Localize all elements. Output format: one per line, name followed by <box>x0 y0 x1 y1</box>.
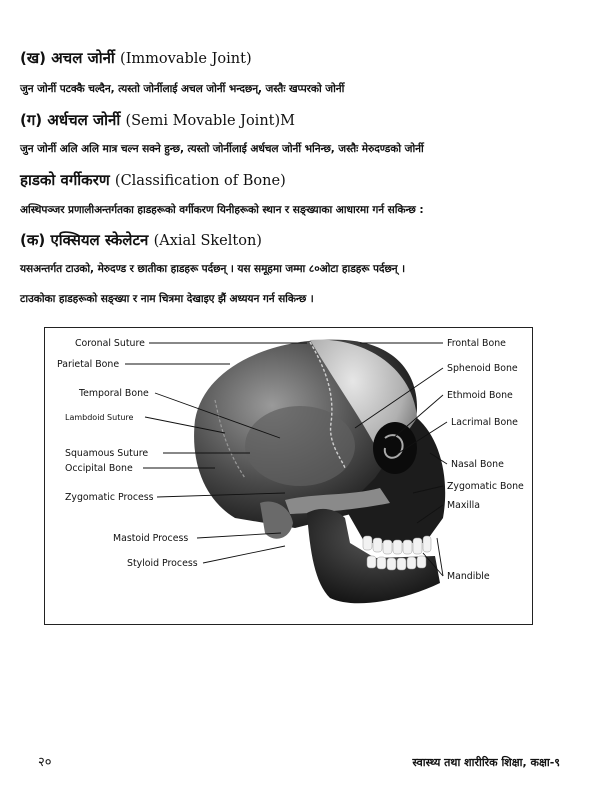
paragraph-axial-2: टाउकोका हाडहरूको सङ्ख्या र नाम चित्रमा देखाइए झैं अध्ययन गर्न सकिन्छ । <box>20 293 314 305</box>
label-parietal-bone: Parietal Bone <box>57 359 120 370</box>
heading-semi-np: (ग) अर्धचल जोर्नी <box>20 111 121 129</box>
heading-immovable-en: (Immovable Joint) <box>120 51 252 67</box>
skull-diagram-svg <box>45 328 531 623</box>
label-squamous-suture: Squamous Suture <box>65 448 149 459</box>
heading-immovable-np: (ख) अचल जोर्नी <box>20 49 115 67</box>
paragraph-immovable: जुन जोर्नी पटक्कै चल्दैन, त्यस्तो जोर्नीलाई अचल जोर्नी भन्दछन्, जस्तैः खप्परको जोर्नी <box>20 83 345 95</box>
label-mandible: Mandible <box>447 571 490 582</box>
label-lacrimal-bone: Lacrimal Bone <box>451 417 518 428</box>
label-lambdoid-suture: Lambdoid Suture <box>65 413 134 422</box>
temporal-region-shape <box>245 406 355 486</box>
label-frontal-bone: Frontal Bone <box>447 338 506 349</box>
heading-classification-np: हाडको वर्गीकरण <box>20 171 110 189</box>
label-temporal-bone: Temporal Bone <box>79 388 149 399</box>
heading-axial-skeleton <box>20 230 580 250</box>
orbit-shape <box>373 422 417 474</box>
heading-classification-en: (Classification of Bone) <box>114 173 286 189</box>
paragraph-axial-1: यसअन्तर्गत टाउको, मेरुदण्ड र छातीका हाडहरू पर्दछन् । यस समूहमा जम्मा ८०ओटा हाडहरू पर्दछन् । <box>20 263 406 275</box>
label-styloid-process: Styloid Process <box>127 558 198 569</box>
page-number: २० <box>38 755 52 770</box>
label-ethmoid-bone: Ethmoid Bone <box>447 390 513 401</box>
heading-axial-en: (Axial Skelton) <box>153 233 262 249</box>
label-sphenoid-bone: Sphenoid Bone <box>447 363 518 374</box>
book-title: स्वास्थ्य तथा शारीरिक शिक्षा, कक्षा-९ <box>412 756 560 769</box>
label-zygomatic-process: Zygomatic Process <box>65 492 154 503</box>
paragraph-classification: अस्थिपञ्जर प्रणालीअन्तर्गतका हाडहरूको वर्गीकरण यिनीहरूको स्थान र सङ्ख्याका आधारमा गर्न सकिन्छ : <box>20 204 424 216</box>
label-maxilla: Maxilla <box>447 500 480 511</box>
heading-semi-en: (Semi Movable Joint)M <box>125 113 295 129</box>
heading-semi-movable-joint <box>20 110 580 130</box>
label-occipital-bone: Occipital Bone <box>65 463 133 474</box>
paragraph-semi-movable: जुन जोर्नी अलि अलि मात्र चल्न सक्ने हुन्छ, त्यस्तो जोर्नीलाई अर्धचल जोर्नी भनिन्छ, जस्तैः मेरुदण्डको जोर्नी <box>20 143 424 155</box>
teeth-group <box>363 536 431 570</box>
heading-axial-np: (क) एक्सियल स्केलेटन <box>20 231 149 249</box>
label-zygomatic-bone: Zygomatic Bone <box>447 481 524 492</box>
label-nasal-bone: Nasal Bone <box>451 459 504 470</box>
heading-immovable-joint <box>20 48 580 68</box>
heading-classification <box>20 170 580 190</box>
label-mastoid-process: Mastoid Process <box>113 533 189 544</box>
label-coronal-suture: Coronal Suture <box>75 338 145 349</box>
skull-figure <box>44 327 533 625</box>
